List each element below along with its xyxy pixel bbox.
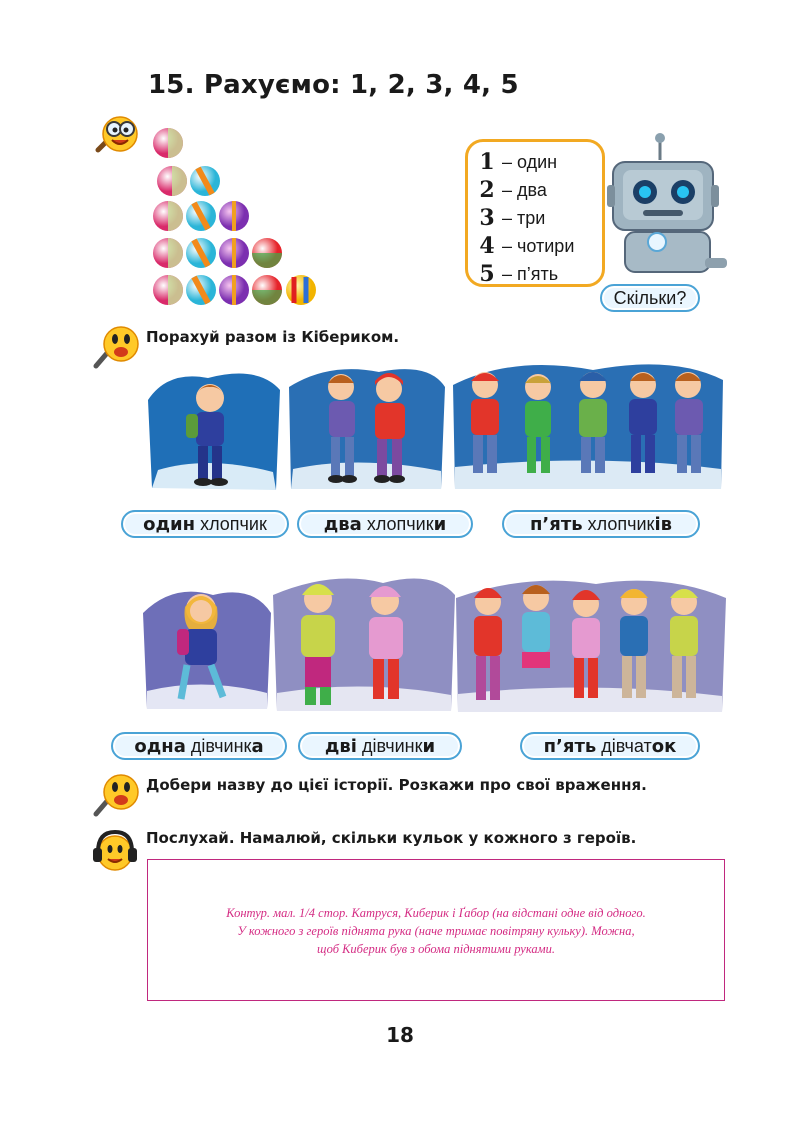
caption-ending: и [433,513,447,535]
caption-number: два [323,513,362,535]
caption-number: один [143,513,196,535]
five-girls-illustration [456,568,726,715]
legend-row-5 [476,260,602,288]
two-girls-illustration [273,565,455,715]
page-number: 18 [386,1023,414,1047]
caption-ending: а [251,735,264,757]
legend-word: – п’ять [502,263,559,284]
legend-digit: 2 [479,177,495,203]
note-line: Контур. мал. 1/4 стор. Катруся, Киберик і Ґабор (на відстані одне від одного. [226,906,646,920]
drawing-placeholder-note [147,859,725,1001]
caption-word: хлопчик [587,513,655,534]
caption-five-girls [520,732,700,760]
legend-word: – один [502,151,558,172]
caption-number: одна [134,735,186,757]
caption-number: дві [324,735,357,757]
caption-word: дівчинк [190,735,252,756]
legend-digit: 1 [479,149,495,175]
robot-speech-bubble: Скільки? [600,284,700,312]
note-line: щоб Киберик був з обома піднятими руками. [317,942,555,956]
legend-word: – чотири [502,235,575,256]
legend-row-1 [476,148,602,176]
ball [153,128,183,158]
caption-number: п’ять [529,513,583,535]
microphone-smiley-icon [88,770,140,820]
note-line: У кожного з героїв піднята рука (наче тримає повітряну кульку). Можна, [237,924,635,938]
legend-digit: 4 [479,233,495,259]
one-boy-illustration [148,360,280,492]
number-legend-box [465,139,605,287]
page-title: 15. Рахуємо: 1, 2, 3, 4, 5 [148,70,519,100]
caption-ending: ок [651,735,677,757]
instruction-story: Добери назву до цієї історії. Розкажи про свої враження. [146,776,647,794]
microphone-smiley-icon [88,322,140,372]
legend-digit: 5 [479,261,495,287]
instruction-count: Порахуй разом із Кібериком. [146,328,400,346]
caption-word: дівчинк [361,735,423,756]
caption-number: п’ять [543,735,597,757]
caption-two-girls [298,732,462,760]
one-girl-illustration [143,573,271,713]
legend-row-2 [476,176,602,204]
balls-pyramid-illustration [150,128,350,313]
magnifier-smiley-icon [88,112,140,158]
legend-digit: 3 [479,205,495,231]
caption-ending: и [422,735,436,757]
caption-two-boys [297,510,473,538]
caption-five-boys [502,510,700,538]
caption-word: хлопчик [366,513,434,534]
robot-kyberyk-illustration [605,130,730,280]
caption-word: хлопчик [200,513,267,534]
headphones-smiley-icon [90,828,140,874]
legend-row-3 [476,204,602,232]
instruction-listen: Послухай. Намалюй, скільки кульок у кожного з героїв. [146,829,637,847]
caption-one-boy [121,510,289,538]
legend-word: – три [502,207,546,228]
five-boys-illustration [453,355,723,492]
legend-row-4 [476,232,602,260]
caption-word: дівчат [601,735,652,756]
two-boys-illustration [289,357,445,492]
legend-word: – два [502,179,547,200]
caption-one-girl [111,732,287,760]
caption-ending: ів [654,513,672,535]
